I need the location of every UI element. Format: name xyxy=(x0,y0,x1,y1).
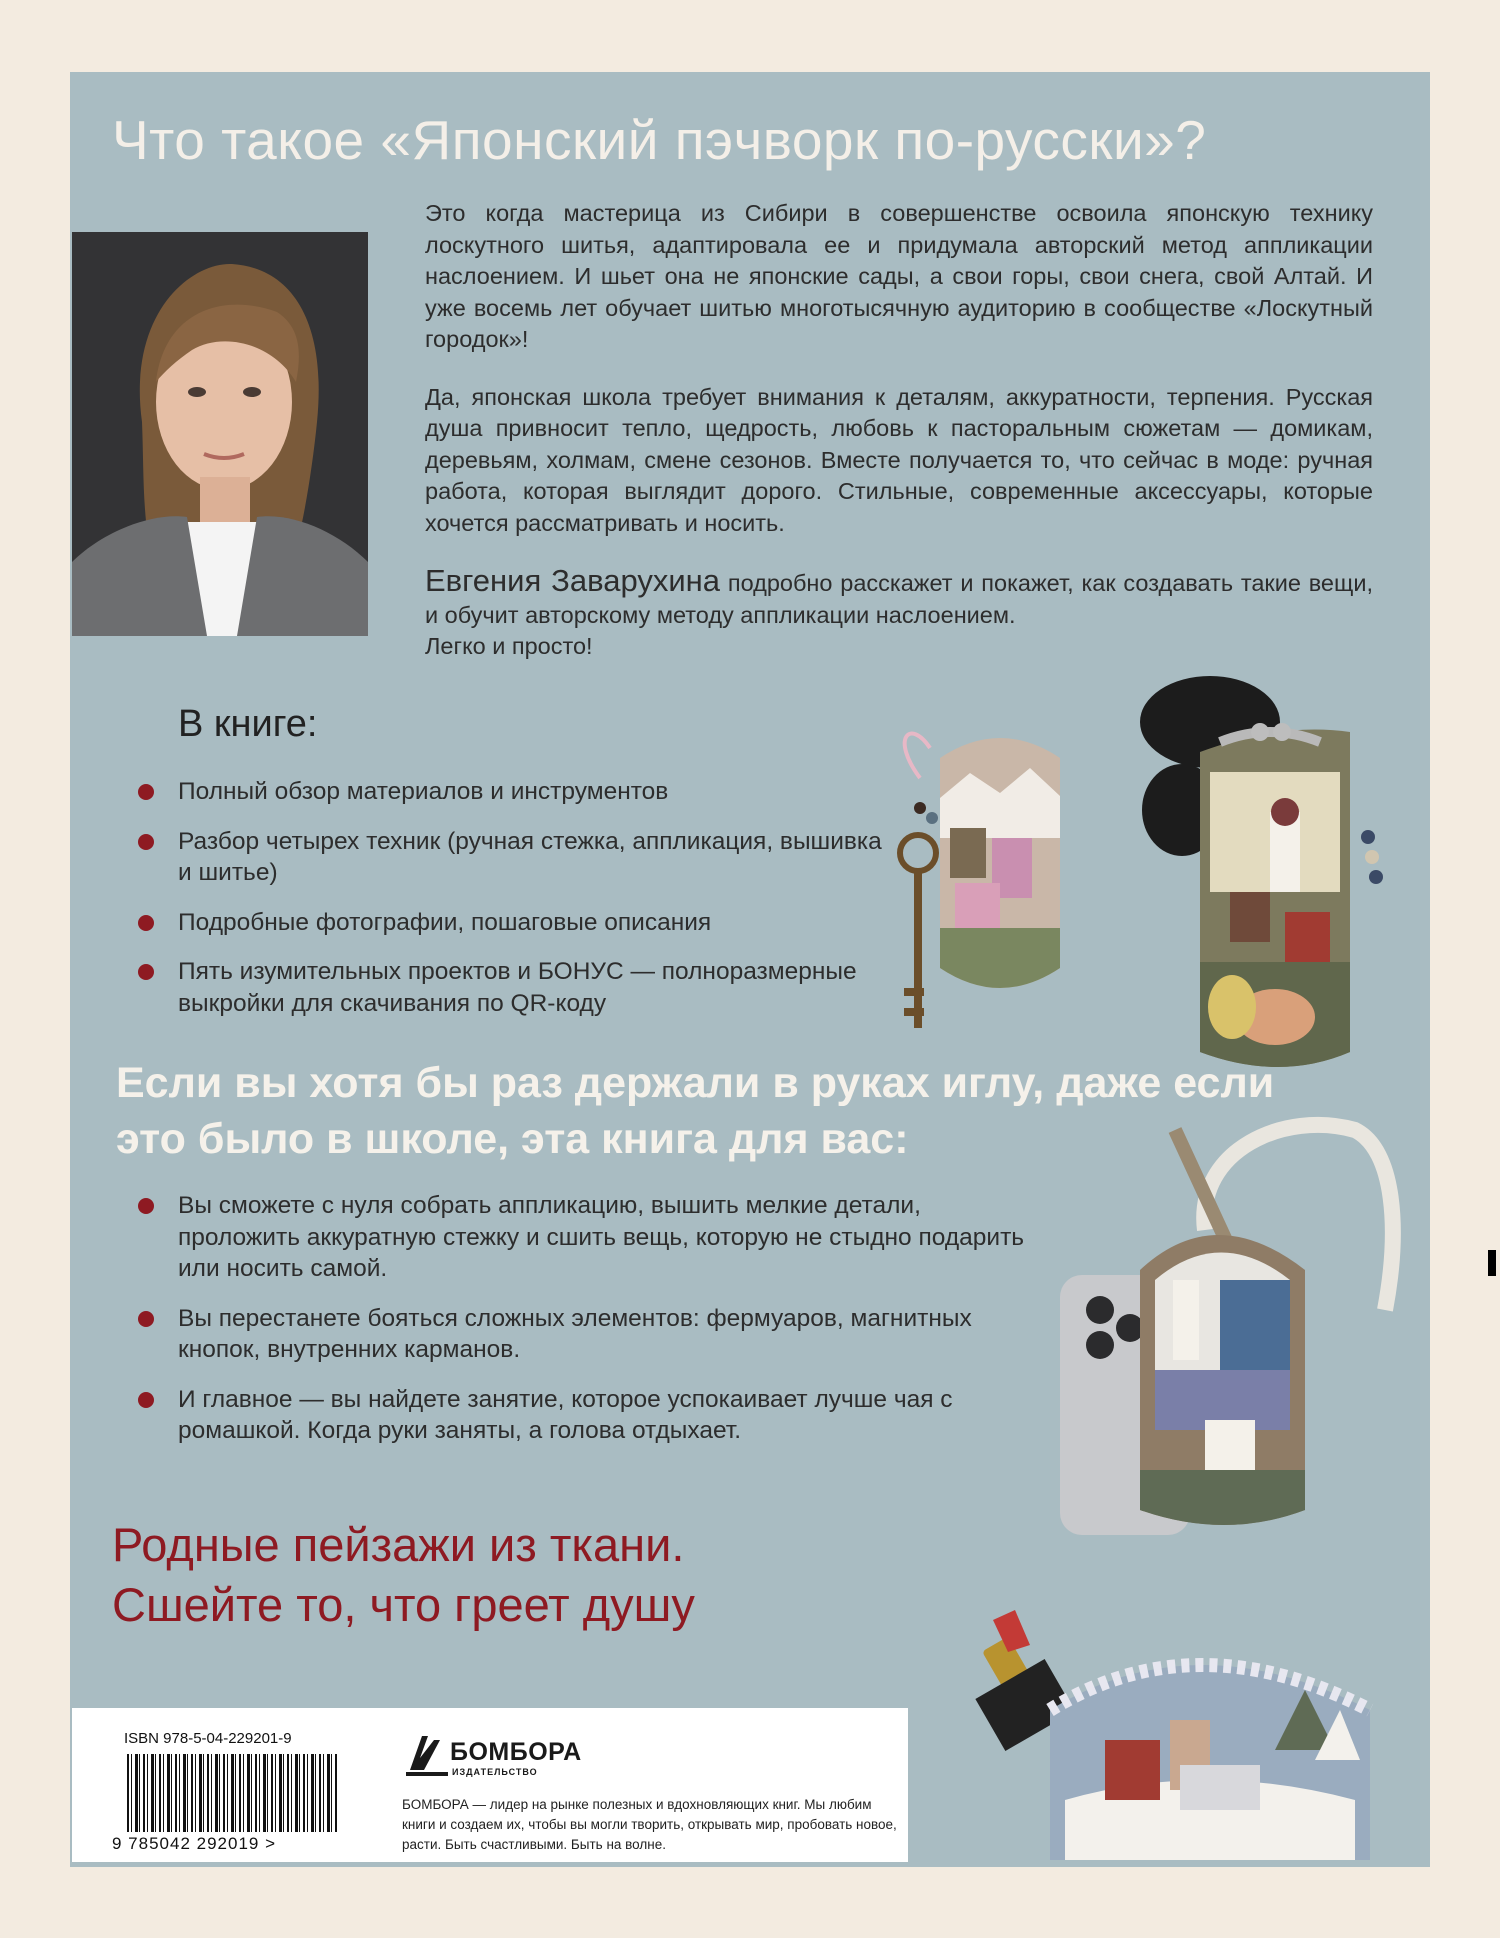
slogan-line-2: Сшейте то, что греет душу xyxy=(112,1578,695,1631)
barcode-info-box xyxy=(72,1708,908,1862)
intro-paragraph-3-end: Легко и просто! xyxy=(425,633,593,659)
slogan xyxy=(112,1515,1012,1635)
slogan-line-1: Родные пейзажи из ткани. xyxy=(112,1518,685,1571)
list-item: Пять изумительных проектов и БОНУС — полноразмерные выкройки для скачивания по QR-коду xyxy=(138,956,898,1019)
bullet-dot-icon xyxy=(138,834,154,850)
in-book-title: В книге: xyxy=(178,703,318,745)
intro-paragraph-2: Да, японская школа требует внимания к деталям, аккуратности, терпения. Русская душа привносит тепло, щедрость, любовь к пасторальным сюжетам — домикам, деревьям, холмам, смене сезонов. Вместе получается то, что сейчас в моде: ручная работа, которая выглядит дорого. Стильные, современные аксессуары, которые хочется рассматривать и носить. xyxy=(425,383,1373,536)
list-item: Вы перестанете бояться сложных элементов: фермуаров, магнитных кнопок, внутренних карманов. xyxy=(138,1303,1038,1366)
author-photo xyxy=(72,232,368,636)
intro-paragraph-3-text: подробно расскажет и покажет, как создавать такие вещи, и обучит авторскому методу аппликации наслоением. xyxy=(425,570,1373,628)
list-item: Подробные фотографии, пошаговые описания xyxy=(138,907,898,939)
list-item: Разбор четырех техник (ручная стежка, аппликация, вышивка и шитье) xyxy=(138,826,898,889)
bullet-dot-icon xyxy=(138,915,154,931)
glasses-case-illustration xyxy=(1120,662,1420,1102)
barcode-digits: 9 785042 292019 > xyxy=(112,1834,277,1853)
main-heading: Что такое «Японский пэчворк по-русски»? xyxy=(112,109,1207,171)
crop-mark xyxy=(1488,1250,1496,1276)
intro-paragraph-1: Это когда мастерица из Сибири в совершенстве освоила японскую технику лоскутного шитья, адаптировала ее и придумала авторский метод аппликации наслоением. И шьет она не японские сады, а свои горы, свои снега, свой Алтай. И уже восемь лет обучает шитью многотысячную аудиторию в сообществе «Лоскутный городок»! xyxy=(425,200,1373,352)
author-name: Евгения Заварухина xyxy=(425,563,721,598)
intro-paragraph-3 xyxy=(425,565,1373,663)
barcode-icon xyxy=(127,1754,337,1832)
phone-pouch-illustration xyxy=(1055,1110,1410,1540)
benefits-list xyxy=(138,1190,1038,1465)
bullet-dot-icon xyxy=(138,964,154,980)
bullet-dot-icon xyxy=(138,784,154,800)
cosmetic-bag-illustration xyxy=(975,1590,1415,1880)
in-book-list xyxy=(138,776,898,1037)
list-item: И главное — вы найдете занятие, которое успокаивает лучше чая с ромашкой. Когда руки заняты, а голова отдыхает. xyxy=(138,1384,1038,1447)
bullet-dot-icon xyxy=(138,1392,154,1408)
list-item: Вы сможете с нуля собрать аппликацию, вышить мелкие детали, проложить аккуратную стежку и сшить вещь, которую не стыдно подарить или носить самой. xyxy=(138,1190,1038,1285)
key-pouch-illustration xyxy=(880,718,1070,1048)
bullet-dot-icon xyxy=(138,1198,154,1214)
publisher-description: БОМБОРА — лидер на рынке полезных и вдохновляющих книг. Мы любим книги и создаем их, чтобы вы могли творить, открывать мир, пробовать новое, расти. Быть счастливыми. Быть на волне. xyxy=(402,1797,897,1852)
publisher-subtitle: ИЗДАТЕЛЬСТВО xyxy=(452,1767,538,1777)
intro-text xyxy=(425,198,1373,689)
needle-heading: Если вы хотя бы раз держали в руках иглу, даже если это было в школе, эта книга для вас: xyxy=(116,1059,1275,1163)
bullet-dot-icon xyxy=(138,1311,154,1327)
isbn-label: ISBN 978-5-04-229201-9 xyxy=(124,1730,292,1747)
list-item: Полный обзор материалов и инструментов xyxy=(138,776,898,808)
publisher-logo-icon xyxy=(402,1730,452,1778)
publisher-name: БОМБОРА xyxy=(450,1738,582,1766)
